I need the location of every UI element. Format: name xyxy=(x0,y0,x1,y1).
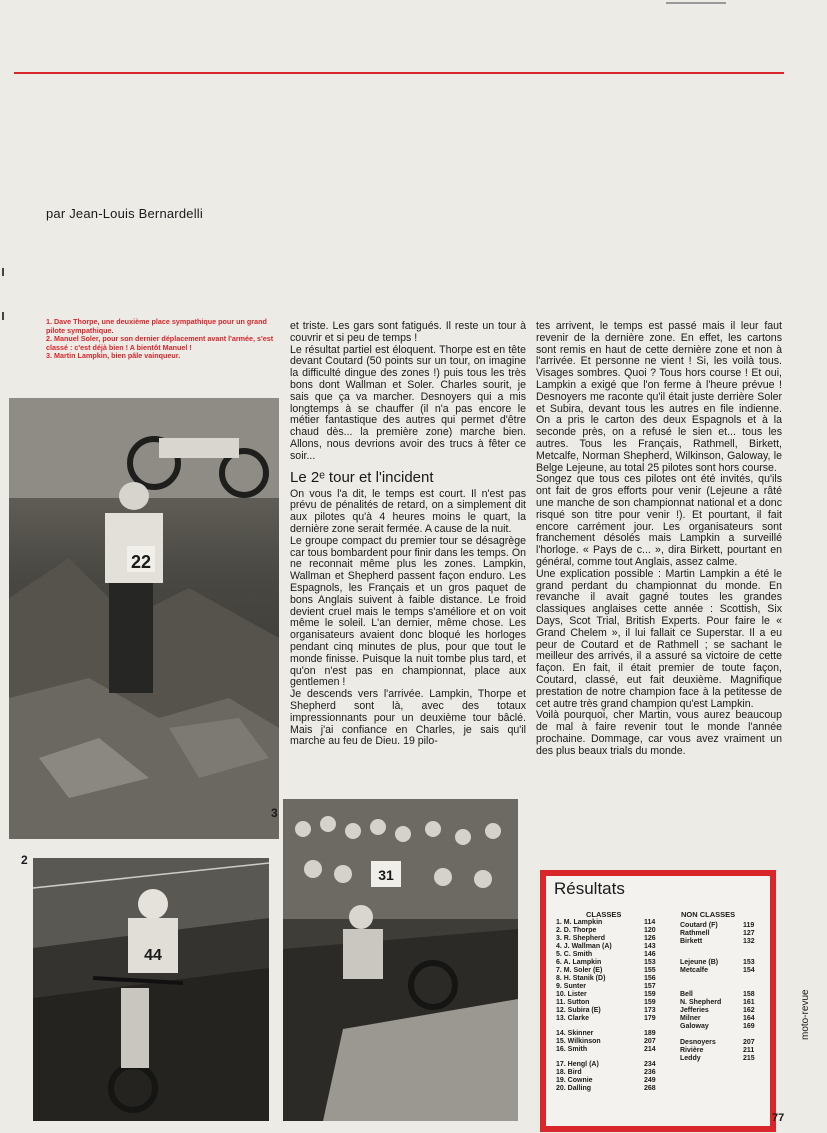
paragraph: Songez que tous ces pilotes ont été invités, qu'ils ont fait de gros efforts pour venir (Lejeune a râté une manche de son championnat national et a donc risqué son titre pour venir !). Et pourtant, il fait encore carrément jour. Les organisateurs sont franchement désolés mais Lampkin a surveillé l'horloge. « Pays de c... », dira Birkett, pourtant en général, comme tout Anglais, assez calme. xyxy=(536,473,782,568)
rider-points: 207 xyxy=(743,1039,755,1046)
rider-number-44: 44 xyxy=(144,947,162,964)
paragraph: Le groupe compact du premier tour se désagrège car tous bombardent pour finir dans les temps. On ne reconnait même plus les zones. Lampkin, Wallman et Shepherd passent façon enduro. Les Espagnols, les Français et un gros paquet de bons Anglais suivent à faible distance. Le froid devient cruel mais le temps s'améliore et on voit même le soleil. L'an dernier, même chose. Les organisateurs avaient donc bloqué les horloges pendant cinq minutes de plus, pour que tout le monde finisse. Puisque la nuit tombe plus tard, et qu'on n'est pas en championnat, place aux gentlemen ! xyxy=(290,534,526,689)
rider-name: 3. R. Shepherd xyxy=(556,935,606,942)
rider-points: 132 xyxy=(743,938,755,945)
rider-points: 215 xyxy=(743,1055,755,1062)
paragraph: tes arrivent, le temps est passé mais il leur faut revenir de la dernière zone. En effet, les cartons sont remis en haut de cette dernière zone et non à l'arrivée. Et personne ne vient ! Si, les voilà tous. Visages sombres. Quoi ? Tous hors course ! Et oui, Lampkin a exigé que l'on ferme à l'heure prévue ! Desnoyers me raconte qu'il était juste derrière Soler et Subira, devant tous les autres en file indienne. On a pris le carton des deux Espagnols et à la seconde près, on a refusé le sien et... tous les autres. Tous les Français, Rathmell, Birkett, Metcalfe, Norman Shepherd, Wilkinson, Galoway, le Belge Lejeune, au total 25 pilotes sont hors course. xyxy=(536,320,782,474)
rider-name: 20. Dalling xyxy=(556,1085,592,1092)
paragraph: Le résultat partiel est éloquent. Thorpe est en tête devant Coutard (50 points sur un tour, on imagine la difficulté dingue des zones !) puis tous les très bons dont Wallman et Soler. Charles sourit, je sais que ça va marcher. Desnoyers qui a mis longtemps à se chauffer (il n'a pas encore le métier fantastique des autres qui permet d'être chaud dès... la première zone) marche bien. Allons, nous devrions avoir des trucs à fêter ce soir... xyxy=(290,343,526,462)
rider-points: 236 xyxy=(644,1069,656,1076)
rider-name: 18. Bird xyxy=(556,1069,582,1076)
page-number: 77 xyxy=(772,1112,785,1124)
rider-points: 179 xyxy=(644,1015,656,1022)
red-header-rule xyxy=(14,72,784,74)
rider-points: 164 xyxy=(743,1015,755,1022)
rider-points: 154 xyxy=(743,967,755,974)
rider-number-22: 22 xyxy=(130,552,152,572)
photo-1-dave-thorpe xyxy=(9,398,279,839)
rider-points: 114 xyxy=(644,919,656,926)
rider-name: 1. M. Lampkin xyxy=(556,919,603,926)
rider-name: Leddy xyxy=(680,1055,701,1062)
rider-name: 5. C. Smith xyxy=(556,951,593,958)
caption-1: 1. Dave Thorpe, une deuxième place sympathique pour un grand pilote sympathique. xyxy=(46,317,267,335)
rider-points: 157 xyxy=(644,983,656,990)
margin-mark xyxy=(2,268,4,276)
photo-3-number: 3 xyxy=(271,806,278,820)
rider-points: 120 xyxy=(644,927,656,934)
rider-points: 153 xyxy=(743,959,755,966)
rider-name: 8. H. Stanik (D) xyxy=(556,975,606,982)
rider-name: 14. Skinner xyxy=(556,1030,594,1037)
rider-name: Coutard (F) xyxy=(680,922,718,929)
rider-points: 162 xyxy=(743,1007,755,1014)
rider-points: 119 xyxy=(743,922,755,929)
rider-name: 15. Wilkinson xyxy=(556,1038,601,1045)
paragraph: Une explication possible : Martin Lampkin a été le grand perdant du championnat du monde. En revanche il avait gagné toutes les grandes classiques anglaises cette année : Scottish, Six Days, Scot Trial, British Experts. Pour faire le « Grand Chelem », il lui fallait ce Superstar. Il a eu peur de Coutard et de Rathmell ; se sachant le meilleur des arrivés, il a assuré sa victoire de cette façon. En fait, il était premier de toute façon, Coutard, classé, eut fait deuxième. Magnifique prestation de notre champion face à la petitesse de cet autre très grand champion qu'est Lampkin. xyxy=(536,567,782,710)
rider-points: 169 xyxy=(743,1023,755,1030)
classes-header: CLASSES xyxy=(586,910,622,919)
rider-points: 249 xyxy=(644,1077,656,1084)
rider-name: Lejeune (B) xyxy=(680,959,719,966)
rider-name: 13. Clarke xyxy=(556,1015,590,1022)
rider-points: 159 xyxy=(644,999,656,1006)
caption-3: 3. Martin Lampkin, bien pâle vainqueur. xyxy=(46,351,181,361)
rider-points: 156 xyxy=(644,975,656,982)
rider-points: 127 xyxy=(743,930,755,937)
rider-points: 143 xyxy=(644,943,656,950)
top-margin-mark xyxy=(666,2,726,4)
byline: par Jean-Louis Bernardelli xyxy=(46,206,203,221)
rider-name: Metcalfe xyxy=(680,967,709,974)
rider-name: Desnoyers xyxy=(680,1039,716,1046)
rider-name: 12. Subira (E) xyxy=(556,1007,601,1014)
rider-points: 159 xyxy=(644,991,656,998)
non-classes-header: NON CLASSES xyxy=(681,910,736,919)
rider-points: 126 xyxy=(644,935,656,942)
rider-points: 153 xyxy=(644,959,656,966)
magazine-name: moto-revue xyxy=(800,989,811,1040)
rider-name: 9. Sunter xyxy=(556,983,586,990)
rider-points: 158 xyxy=(743,991,755,998)
article-column-3 xyxy=(536,321,782,757)
rider-name: 4. J. Wallman (A) xyxy=(556,943,612,950)
rider-name: Bell xyxy=(680,991,693,998)
rider-name: N. Shepherd xyxy=(680,999,722,1006)
rider-points: 214 xyxy=(644,1046,656,1053)
rider-points: 173 xyxy=(644,1007,656,1014)
rider-name: Jefferies xyxy=(680,1007,709,1014)
photo-2-manuel-soler xyxy=(33,858,269,1121)
article-column-2 xyxy=(290,321,526,748)
section-heading: Le 2ᵉ tour et l'incident xyxy=(290,468,434,486)
rider-points: 146 xyxy=(644,951,656,958)
rider-number-31: 31 xyxy=(378,867,394,883)
rider-points: 161 xyxy=(743,999,755,1006)
results-box xyxy=(540,870,776,1132)
rider-name: 17. Hengl (A) xyxy=(556,1061,599,1068)
rider-name: 19. Cownie xyxy=(556,1077,593,1084)
rider-name: Birkett xyxy=(680,938,703,945)
rider-name: 6. A. Lampkin xyxy=(556,959,602,966)
rider-name: 2. D. Thorpe xyxy=(556,927,597,934)
rider-name: Galoway xyxy=(680,1023,709,1030)
rider-points: 207 xyxy=(644,1038,656,1045)
rider-points: 211 xyxy=(743,1047,755,1054)
rider-points: 155 xyxy=(644,967,656,974)
photo-2-number: 2 xyxy=(21,853,28,867)
margin-mark xyxy=(2,312,4,320)
rider-points: 189 xyxy=(644,1030,656,1037)
rider-name: Milner xyxy=(680,1015,701,1022)
rider-name: 16. Smith xyxy=(556,1046,588,1053)
paragraph: et triste. Les gars sont fatigués. Il reste un tour à couvrir et si peu de temps ! xyxy=(290,320,526,344)
rider-points: 268 xyxy=(644,1085,656,1092)
rider-points: 234 xyxy=(644,1061,656,1068)
rider-name: Rathmell xyxy=(680,930,710,937)
paragraph: On vous l'a dit, le temps est court. Il n'est pas prévu de pénalités de retard, on a simplement dit aux pilotes qu'à 4 heures moins le quart, la dernière zone serait fermée. A cause de la nuit. xyxy=(290,487,526,535)
rider-name: 11. Sutton xyxy=(556,999,590,1006)
results-title: Résultats xyxy=(554,879,625,898)
rider-name: 7. M. Soler (E) xyxy=(556,967,603,974)
caption-2: 2. Manuel Soler, pour son dernier déplacement avant l'armée, s'est classé : c'est déjà bien ! A bientôt Manuel ! xyxy=(46,334,274,352)
photo-3-martin-lampkin xyxy=(283,799,518,1121)
rider-name: 10. Lister xyxy=(556,991,587,998)
photo-captions xyxy=(46,318,282,361)
paragraph: Voilà pourquoi, cher Martin, vous aurez beaucoup de mal à faire revenir tout le monde l'année prochaine. Dommage, car vous avez vraiment un des plus beaux trials du monde. xyxy=(536,709,782,757)
rider-name: Rivière xyxy=(680,1047,704,1054)
paragraph: Je descends vers l'arrivée. Lampkin, Thorpe et Shepherd sont là, avec des totaux impressionnants pour un deuxième tour bâclé. Mais j'ai confiance en Charles, je sais qu'il marche au feu de Dieu. 19 pilo- xyxy=(290,688,526,748)
